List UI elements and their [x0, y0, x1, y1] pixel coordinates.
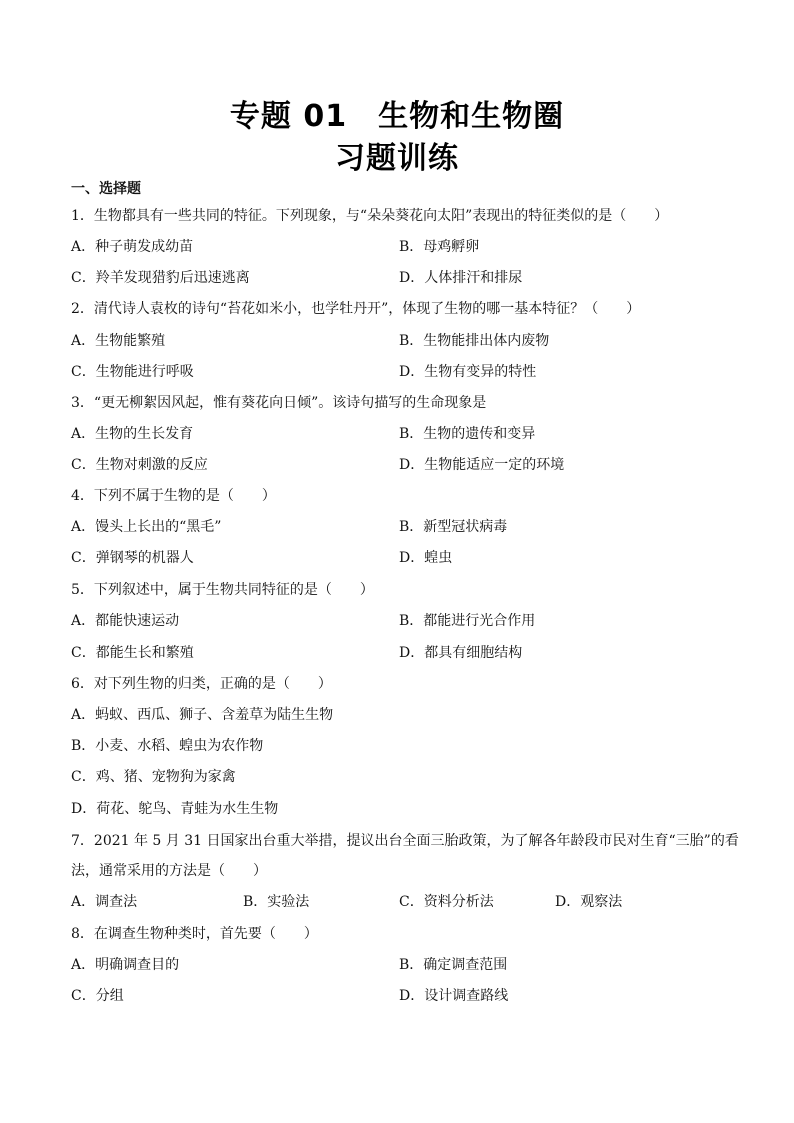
question-2-option-b: B．生物能排出体内废物	[399, 333, 550, 349]
question-1-option-d: D．人体排汗和排尿	[399, 270, 523, 286]
question-5-stem: 5．下列叙述中，属于生物共同特征的是（ ）	[71, 582, 374, 598]
question-4-option-a: A．馒头上长出的“黑毛”	[71, 519, 222, 535]
question-3-stem: 3．“更无柳絮因风起，惟有葵花向日倾”。该诗句描写的生命现象是	[71, 395, 487, 411]
question-7-stem-line2: 法，通常采用的方法是（ ）	[71, 863, 267, 879]
question-6-option-c: C．鸡、猪、宠物狗为家禽	[71, 769, 236, 785]
question-1-option-a: A．种子萌发成幼苗	[71, 239, 194, 255]
question-2-stem: 2．清代诗人袁枚的诗句“苔花如米小，也学牡丹开”，体现了生物的哪一基本特征？（ ）	[71, 301, 641, 317]
question-7-option-c: C．资料分析法	[399, 894, 494, 910]
question-3-option-d: D．生物能适应一定的环境	[399, 457, 565, 473]
question-8-option-a: A．明确调查目的	[71, 957, 180, 973]
question-6-stem: 6．对下列生物的归类，正确的是（ ）	[71, 676, 332, 692]
question-6-option-b: B．小麦、水稻、蝗虫为农作物	[71, 738, 264, 754]
question-4-stem: 4．下列不属于生物的是（ ）	[71, 488, 276, 504]
section-heading: 一、选择题	[71, 181, 141, 197]
question-3-option-c: C．生物对刺激的反应	[71, 457, 208, 473]
question-2-option-c: C．生物能进行呼吸	[71, 364, 194, 380]
question-7-option-a: A．调查法	[71, 894, 138, 910]
question-4-option-c: C．弹钢琴的机器人	[71, 550, 194, 566]
question-7-stem-line1: 7．2021 年 5 月 31 日国家出台重大举措，提议出台全面三胎政策，为了解各年龄段市民对生育“三胎”的看	[71, 833, 739, 849]
question-8-stem: 8．在调查生物种类时，首先要（ ）	[71, 926, 318, 942]
question-8-option-b: B．确定调查范围	[399, 957, 508, 973]
question-2-option-a: A．生物能繁殖	[71, 333, 166, 349]
question-1-option-c: C．羚羊发现猎豹后迅速逃离	[71, 270, 250, 286]
question-5-option-c: C．都能生长和繁殖	[71, 645, 194, 661]
page-title: 专题 01 生物和生物圈	[229, 99, 565, 134]
question-8-option-c: C．分组	[71, 988, 124, 1004]
page-subtitle: 习题训练	[335, 141, 459, 176]
question-5-option-d: D．都具有细胞结构	[399, 645, 523, 661]
question-8-option-d: D．设计调查路线	[399, 988, 509, 1004]
question-7-option-b: B．实验法	[243, 894, 310, 910]
question-4-option-b: B．新型冠状病毒	[399, 519, 508, 535]
question-1-option-b: B．母鸡孵卵	[399, 239, 480, 255]
question-2-option-d: D．生物有变异的特性	[399, 364, 537, 380]
question-6-option-d: D．荷花、鸵鸟、青蛙为水生生物	[71, 801, 279, 817]
question-5-option-b: B．都能进行光合作用	[399, 613, 536, 629]
question-7-option-d: D．观察法	[555, 894, 623, 910]
question-4-option-d: D．蝗虫	[399, 550, 453, 566]
question-3-option-a: A．生物的生长发育	[71, 426, 194, 442]
question-1-stem: 1．生物都具有一些共同的特征。下列现象，与“朵朵葵花向太阳”表现出的特征类似的是（ ）	[71, 208, 669, 224]
question-5-option-a: A．都能快速运动	[71, 613, 180, 629]
question-6-option-a: A．蚂蚁、西瓜、狮子、含羞草为陆生生物	[71, 707, 334, 723]
question-3-option-b: B．生物的遗传和变异	[399, 426, 536, 442]
